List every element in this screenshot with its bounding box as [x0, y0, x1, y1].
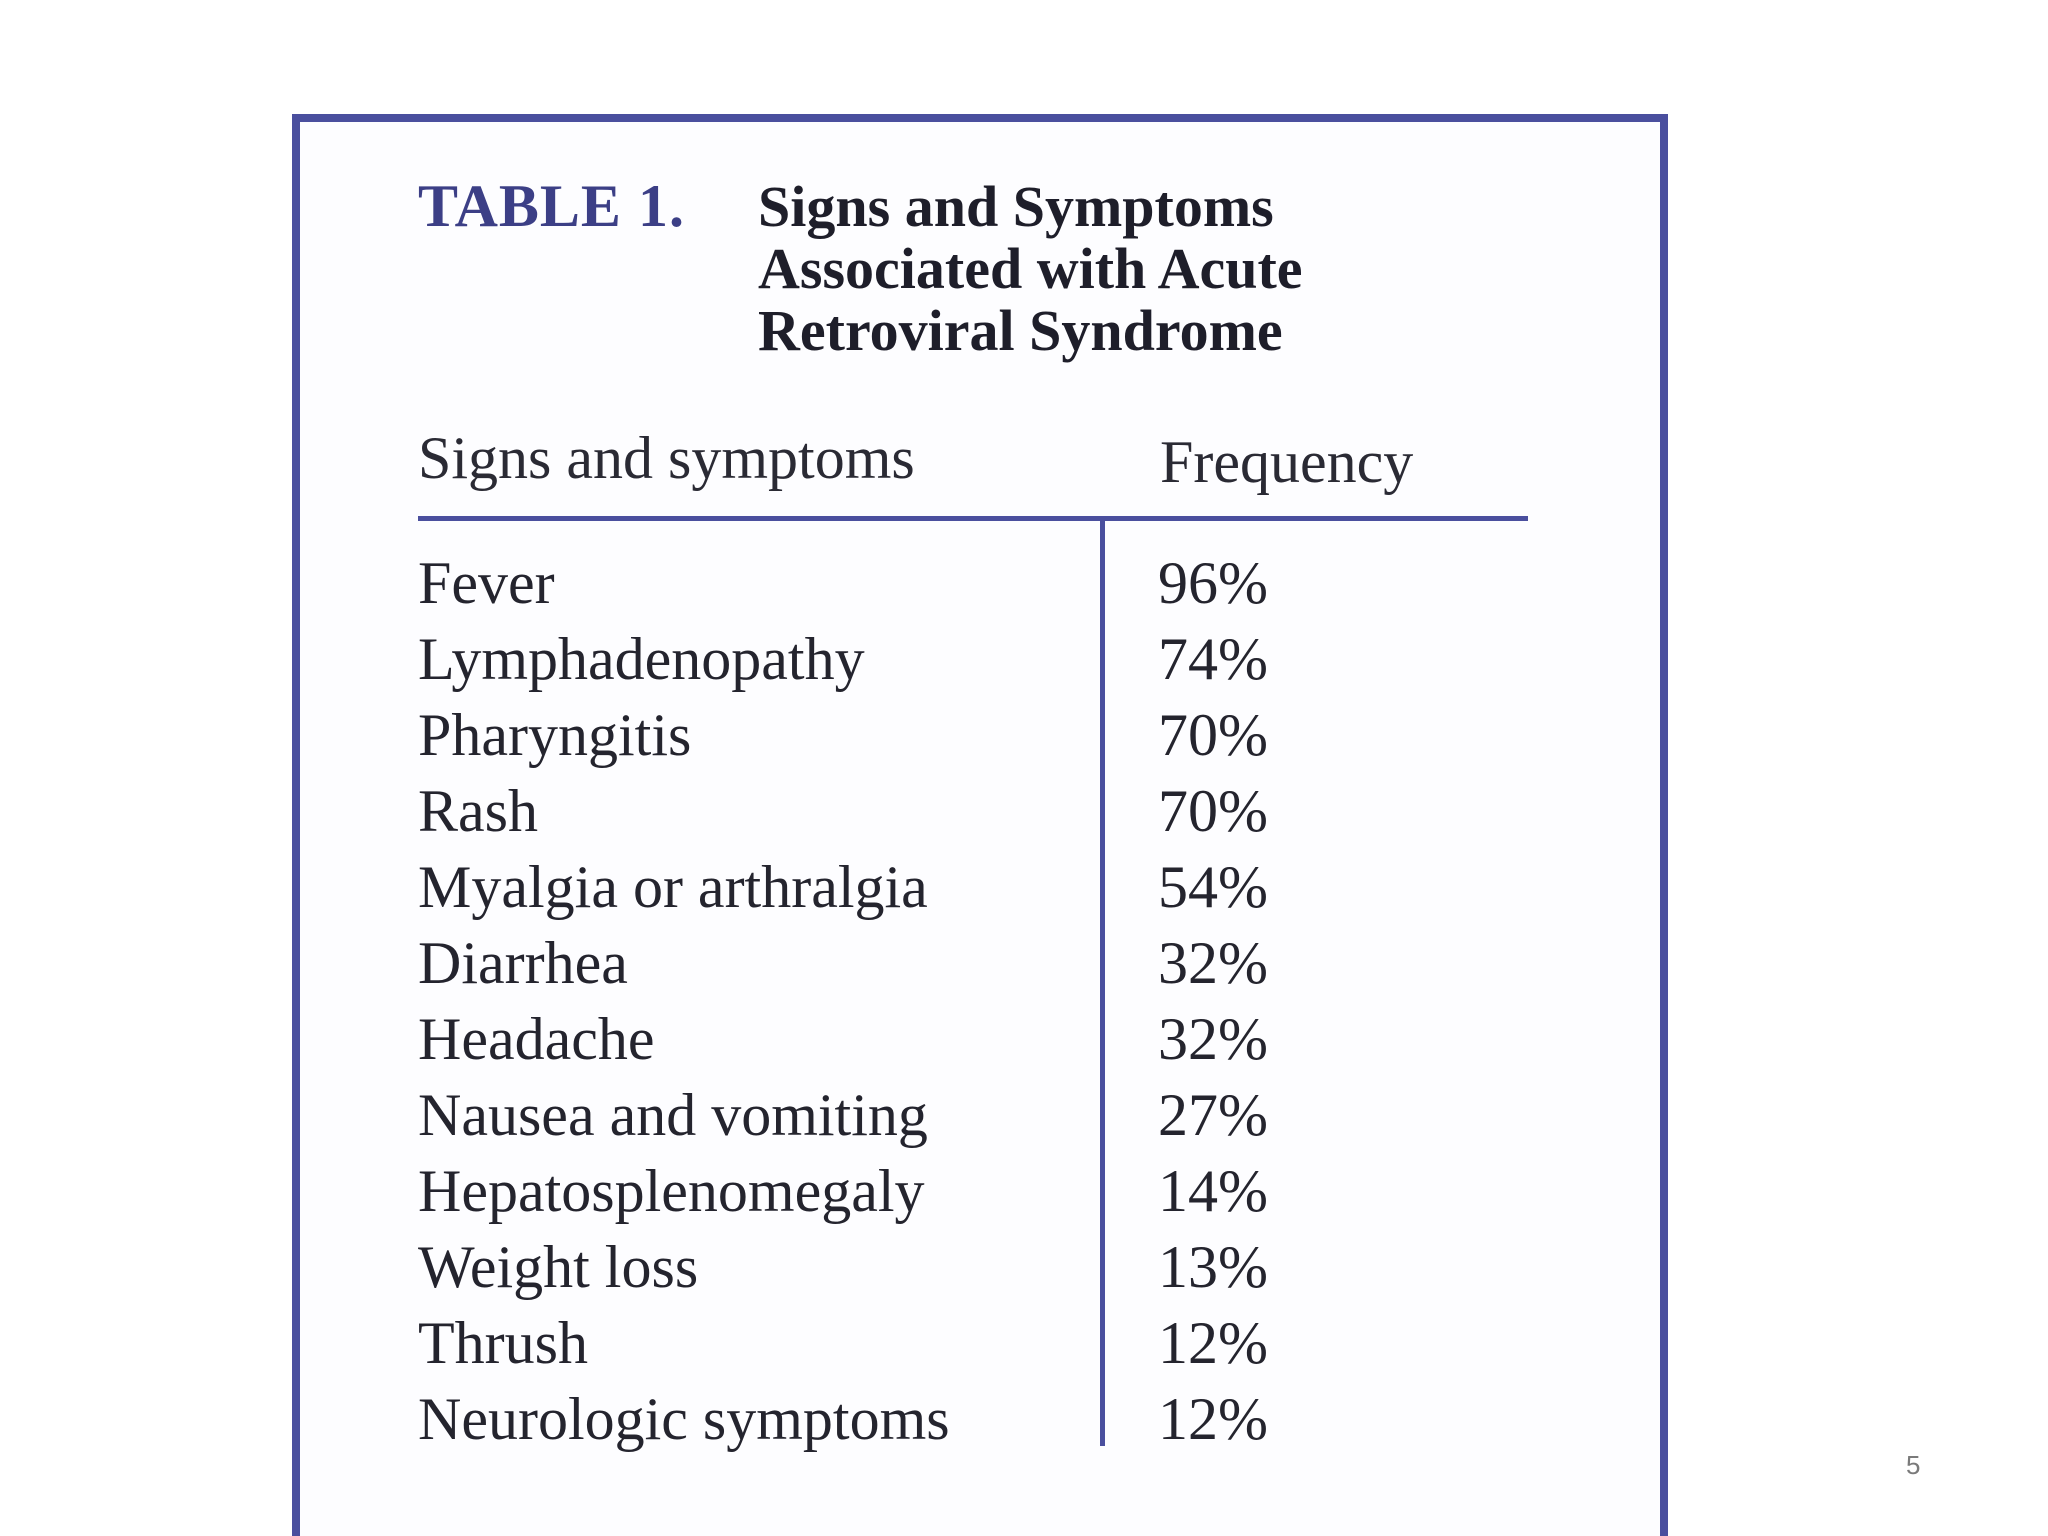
- table-row: [418, 548, 1528, 624]
- column-header-signs: Signs and symptoms: [418, 425, 915, 491]
- frequency-cell: 13%: [1158, 1234, 1268, 1300]
- table-row: [418, 1156, 1528, 1232]
- table-label: TABLE 1.: [418, 173, 685, 239]
- sign-cell: Rash: [418, 778, 538, 844]
- frequency-cell: 54%: [1158, 854, 1268, 920]
- frequency-cell: 74%: [1158, 626, 1268, 692]
- header-rule: [418, 516, 1528, 521]
- frequency-cell: 32%: [1158, 930, 1268, 996]
- sign-cell: Hepatosplenomegaly: [418, 1158, 925, 1224]
- frequency-cell: 70%: [1158, 778, 1268, 844]
- table-row: [418, 1384, 1528, 1460]
- table-row: [418, 928, 1528, 1004]
- frequency-cell: 96%: [1158, 550, 1268, 616]
- sign-cell: Thrush: [418, 1310, 588, 1376]
- table-title: [758, 176, 1458, 362]
- sign-cell: Pharyngitis: [418, 702, 692, 768]
- table-row: [418, 1308, 1528, 1384]
- table-row: [418, 624, 1528, 700]
- frequency-cell: 27%: [1158, 1082, 1268, 1148]
- table-row: [418, 852, 1528, 928]
- sign-cell: Headache: [418, 1006, 655, 1072]
- frequency-cell: 12%: [1158, 1386, 1268, 1452]
- frequency-cell: 70%: [1158, 702, 1268, 768]
- table-row: [418, 776, 1528, 852]
- table-title-line: Signs and Symptoms: [758, 174, 1274, 239]
- table-body: [418, 548, 1528, 1460]
- table-row: [418, 1080, 1528, 1156]
- table-title-line: Associated with Acute: [758, 236, 1303, 301]
- sign-cell: Neurologic symptoms: [418, 1386, 950, 1452]
- sign-cell: Nausea and vomiting: [418, 1082, 928, 1148]
- table-title-line: Retroviral Syndrome: [758, 298, 1283, 363]
- table-row: [418, 700, 1528, 776]
- table-row: [418, 1232, 1528, 1308]
- sign-cell: Fever: [418, 550, 555, 616]
- table-row: [418, 1004, 1528, 1080]
- frequency-cell: 14%: [1158, 1158, 1268, 1224]
- column-header-frequency: Frequency: [1160, 429, 1414, 495]
- sign-cell: Diarrhea: [418, 930, 628, 996]
- table-caption: [418, 173, 1458, 363]
- frequency-cell: 12%: [1158, 1310, 1268, 1376]
- frequency-cell: 32%: [1158, 1006, 1268, 1072]
- column-headers: [418, 424, 1528, 504]
- sign-cell: Lymphadenopathy: [418, 626, 865, 692]
- sign-cell: Myalgia or arthralgia: [418, 854, 928, 920]
- sign-cell: Weight loss: [418, 1234, 699, 1300]
- page-number: 5: [1906, 1450, 1921, 1480]
